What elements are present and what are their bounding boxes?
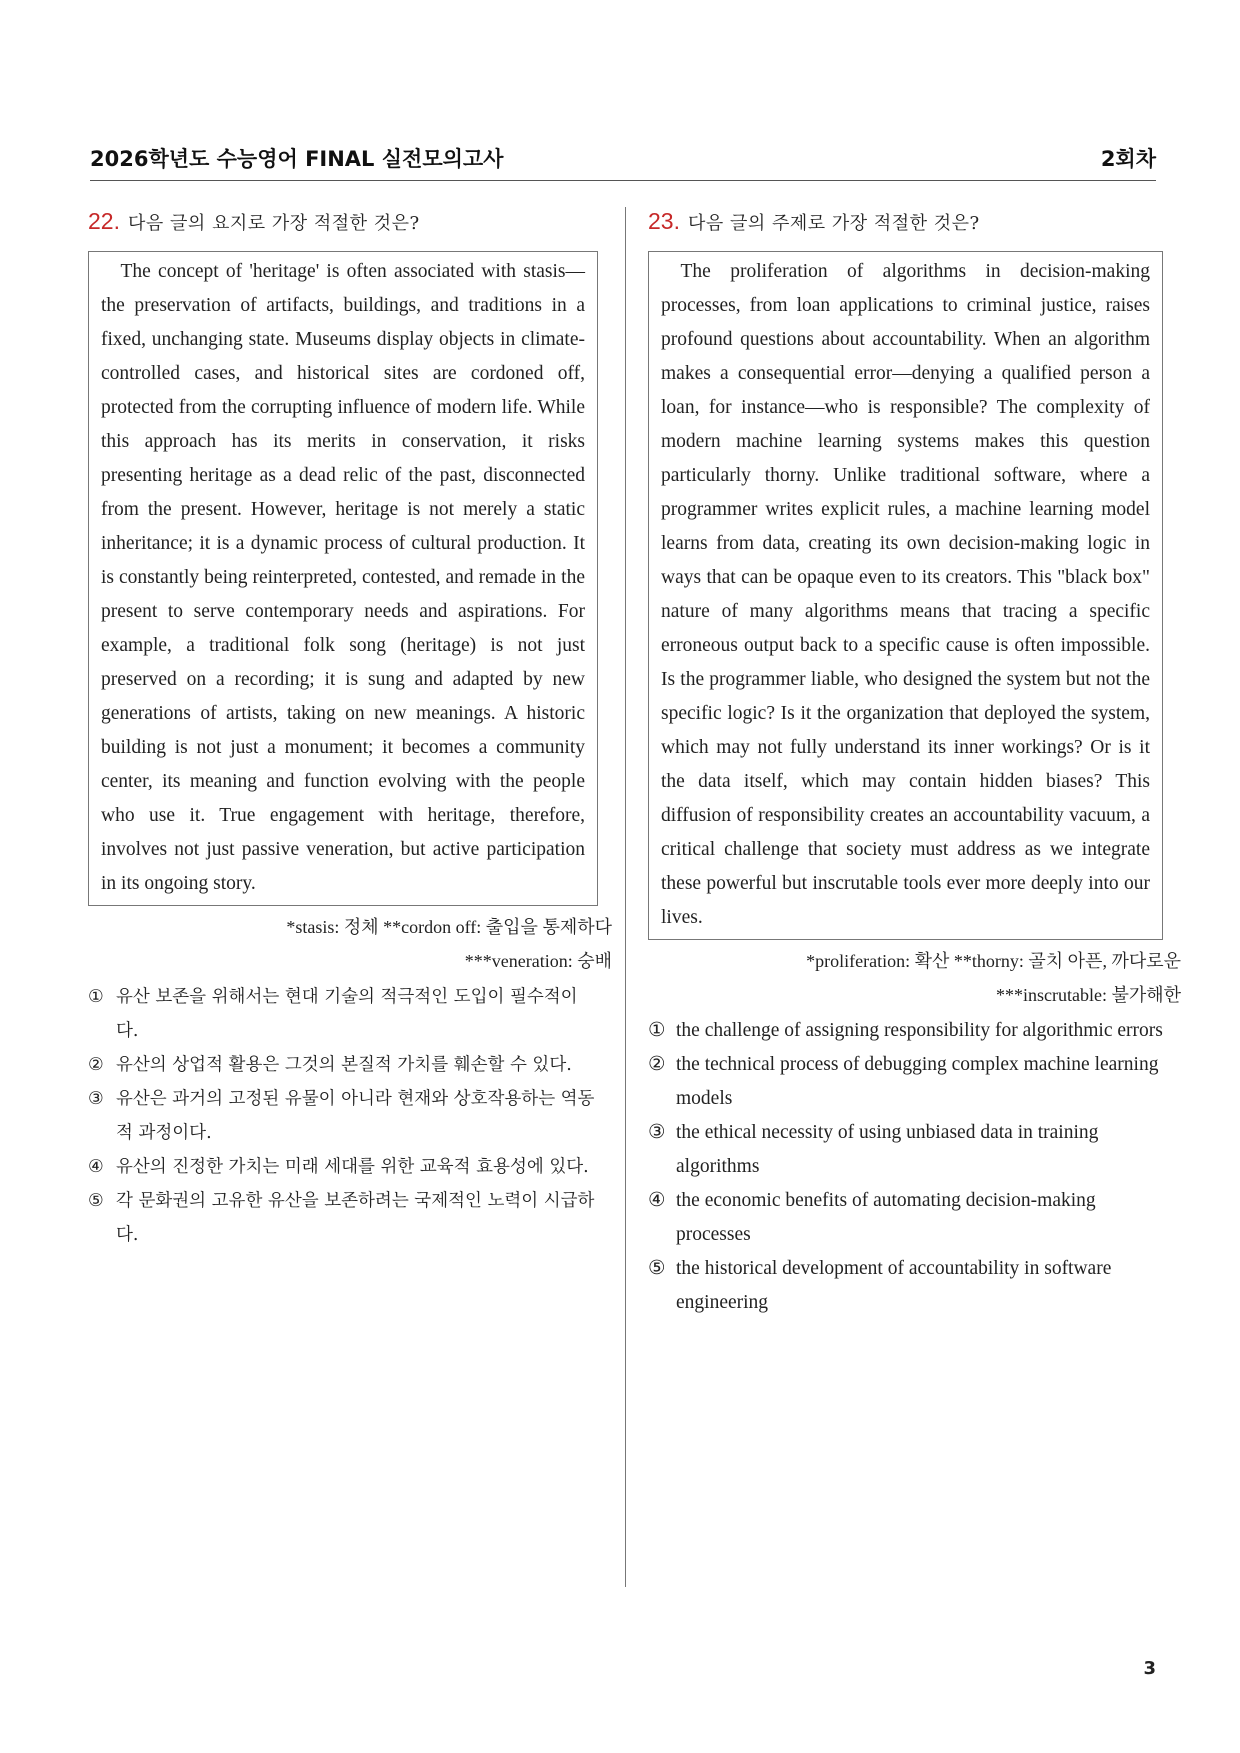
answer-choices — [648, 1014, 1163, 1320]
choice-text: the historical development of accountability in software engineering — [676, 1258, 1112, 1313]
question-prompt: 다음 글의 요지로 가장 적절한 것은? — [127, 213, 420, 234]
answer-choice-1[interactable] — [648, 1014, 1163, 1048]
answer-choice-3[interactable] — [88, 1082, 598, 1150]
answer-choice-4[interactable] — [648, 1184, 1163, 1252]
choice-text: the economic benefits of automating decision-making processes — [676, 1190, 1096, 1245]
choice-marker: ② — [88, 1055, 104, 1075]
choice-marker: ② — [648, 1054, 666, 1075]
question-number: 23. — [648, 208, 680, 234]
choice-marker: ③ — [648, 1122, 666, 1143]
question-number: 22. — [88, 208, 120, 234]
choice-text: 유산의 상업적 활용은 그것의 본질적 가치를 훼손할 수 있다. — [116, 1055, 572, 1075]
answer-choice-5[interactable] — [88, 1184, 598, 1252]
question-23 — [648, 205, 1181, 1320]
choice-marker: ⑤ — [88, 1191, 104, 1211]
choice-marker: ④ — [648, 1190, 666, 1211]
answer-choice-2[interactable] — [648, 1048, 1163, 1116]
vocabulary-note: ***veneration: 숭배 — [464, 951, 612, 971]
choice-text: 유산 보존을 위해서는 현대 기술의 적극적인 도입이 필수적이다. — [116, 987, 578, 1041]
choice-marker: ④ — [88, 1157, 104, 1177]
vocabulary-note: ***inscrutable: 불가해한 — [995, 985, 1181, 1005]
passage-box: The proliferation of algorithms in decision-making processes, from loan applications to criminal justice, raises profound questions about accountability. When an algorithm makes a consequential error—denying a qualified person a loan, for instance—who is responsible? The complexity of modern machine learning systems makes this question particularly thorny. Unlike traditional software, where a programmer writes explicit rules, a machine learning model learns from data, creating its own decision-making logic in ways that can be opaque even to its creators. This "black box" nature of many algorithms means that tracing a specific erroneous output back to a specific cause is often impossible. Is the programmer liable, who designed the system but not the specific logic? Is it the organization that deployed the system, which may not fully understand its inner workings? Or is it the data itself, which may contain hidden biases? This diffusion of responsibility creates an accountability vacuum, a critical challenge that society must address as we integrate these powerful but inscrutable tools ever more deeply into our lives. — [648, 251, 1163, 940]
question-header — [88, 205, 598, 243]
vocabulary-notes — [648, 944, 1181, 1012]
answer-choice-1[interactable] — [88, 980, 598, 1048]
answer-choice-4[interactable] — [88, 1150, 598, 1184]
answer-choice-5[interactable] — [648, 1252, 1163, 1320]
answer-choices — [88, 980, 598, 1252]
passage-box: The concept of 'heritage' is often associated with stasis—the preservation of artifacts, buildings, and traditions in a fixed, unchanging state. Museums display objects in climate-controlled cases, and historical sites are cordoned off, protected from the corrupting influence of modern life. While this approach has its merits in conservation, it risks presenting heritage as a dead relic of the past, disconnected from the present. However, heritage is not merely a static inheritance; it is a dynamic process of cultural production. It is constantly being reinterpreted, contested, and remade in the present to serve contemporary needs and aspirations. For example, a traditional folk song (heritage) is not just preserved on a recording; it is sung and adapted by new generations of artists, taking on new meanings. A historic building is not just a monument; it becomes a community center, its meaning and function evolving with the people who use it. True engagement with heritage, therefore, involves not just passive veneration, but active participation in its ongoing story. — [88, 251, 598, 906]
choice-text: the challenge of assigning responsibility for algorithmic errors — [676, 1020, 1163, 1041]
exam-round: 2회차 — [1100, 147, 1156, 171]
vocabulary-notes — [88, 910, 612, 978]
column-divider — [625, 207, 626, 1587]
choice-marker: ① — [648, 1020, 666, 1041]
vocabulary-note: *stasis: 정체 **cordon off: 출입을 통제하다 — [286, 917, 612, 937]
page-header — [90, 140, 1156, 181]
choice-text: the ethical necessity of using unbiased data in training algorithms — [676, 1122, 1099, 1177]
question-prompt: 다음 글의 주제로 가장 적절한 것은? — [687, 213, 980, 234]
choice-text: 유산의 진정한 가치는 미래 세대를 위한 교육적 효용성에 있다. — [116, 1157, 589, 1177]
vocabulary-note: *proliferation: 확산 **thorny: 골치 아픈, 까다로운 — [806, 951, 1181, 971]
question-22 — [88, 205, 612, 1252]
choice-text: the technical process of debugging complex machine learning models — [676, 1054, 1159, 1109]
question-header — [648, 205, 1163, 243]
choice-text: 유산은 과거의 고정된 유물이 아니라 현재와 상호작용하는 역동적 과정이다. — [116, 1089, 595, 1143]
choice-marker: ⑤ — [648, 1258, 666, 1279]
choice-text: 각 문화권의 고유한 유산을 보존하려는 국제적인 노력이 시급하다. — [116, 1191, 595, 1245]
exam-title: 2026학년도 수능영어 FINAL 실전모의고사 — [90, 147, 504, 171]
answer-choice-2[interactable] — [88, 1048, 598, 1082]
answer-choice-3[interactable] — [648, 1116, 1163, 1184]
page-number: 3 — [1143, 1658, 1156, 1679]
choice-marker: ① — [88, 987, 104, 1007]
choice-marker: ③ — [88, 1089, 104, 1109]
